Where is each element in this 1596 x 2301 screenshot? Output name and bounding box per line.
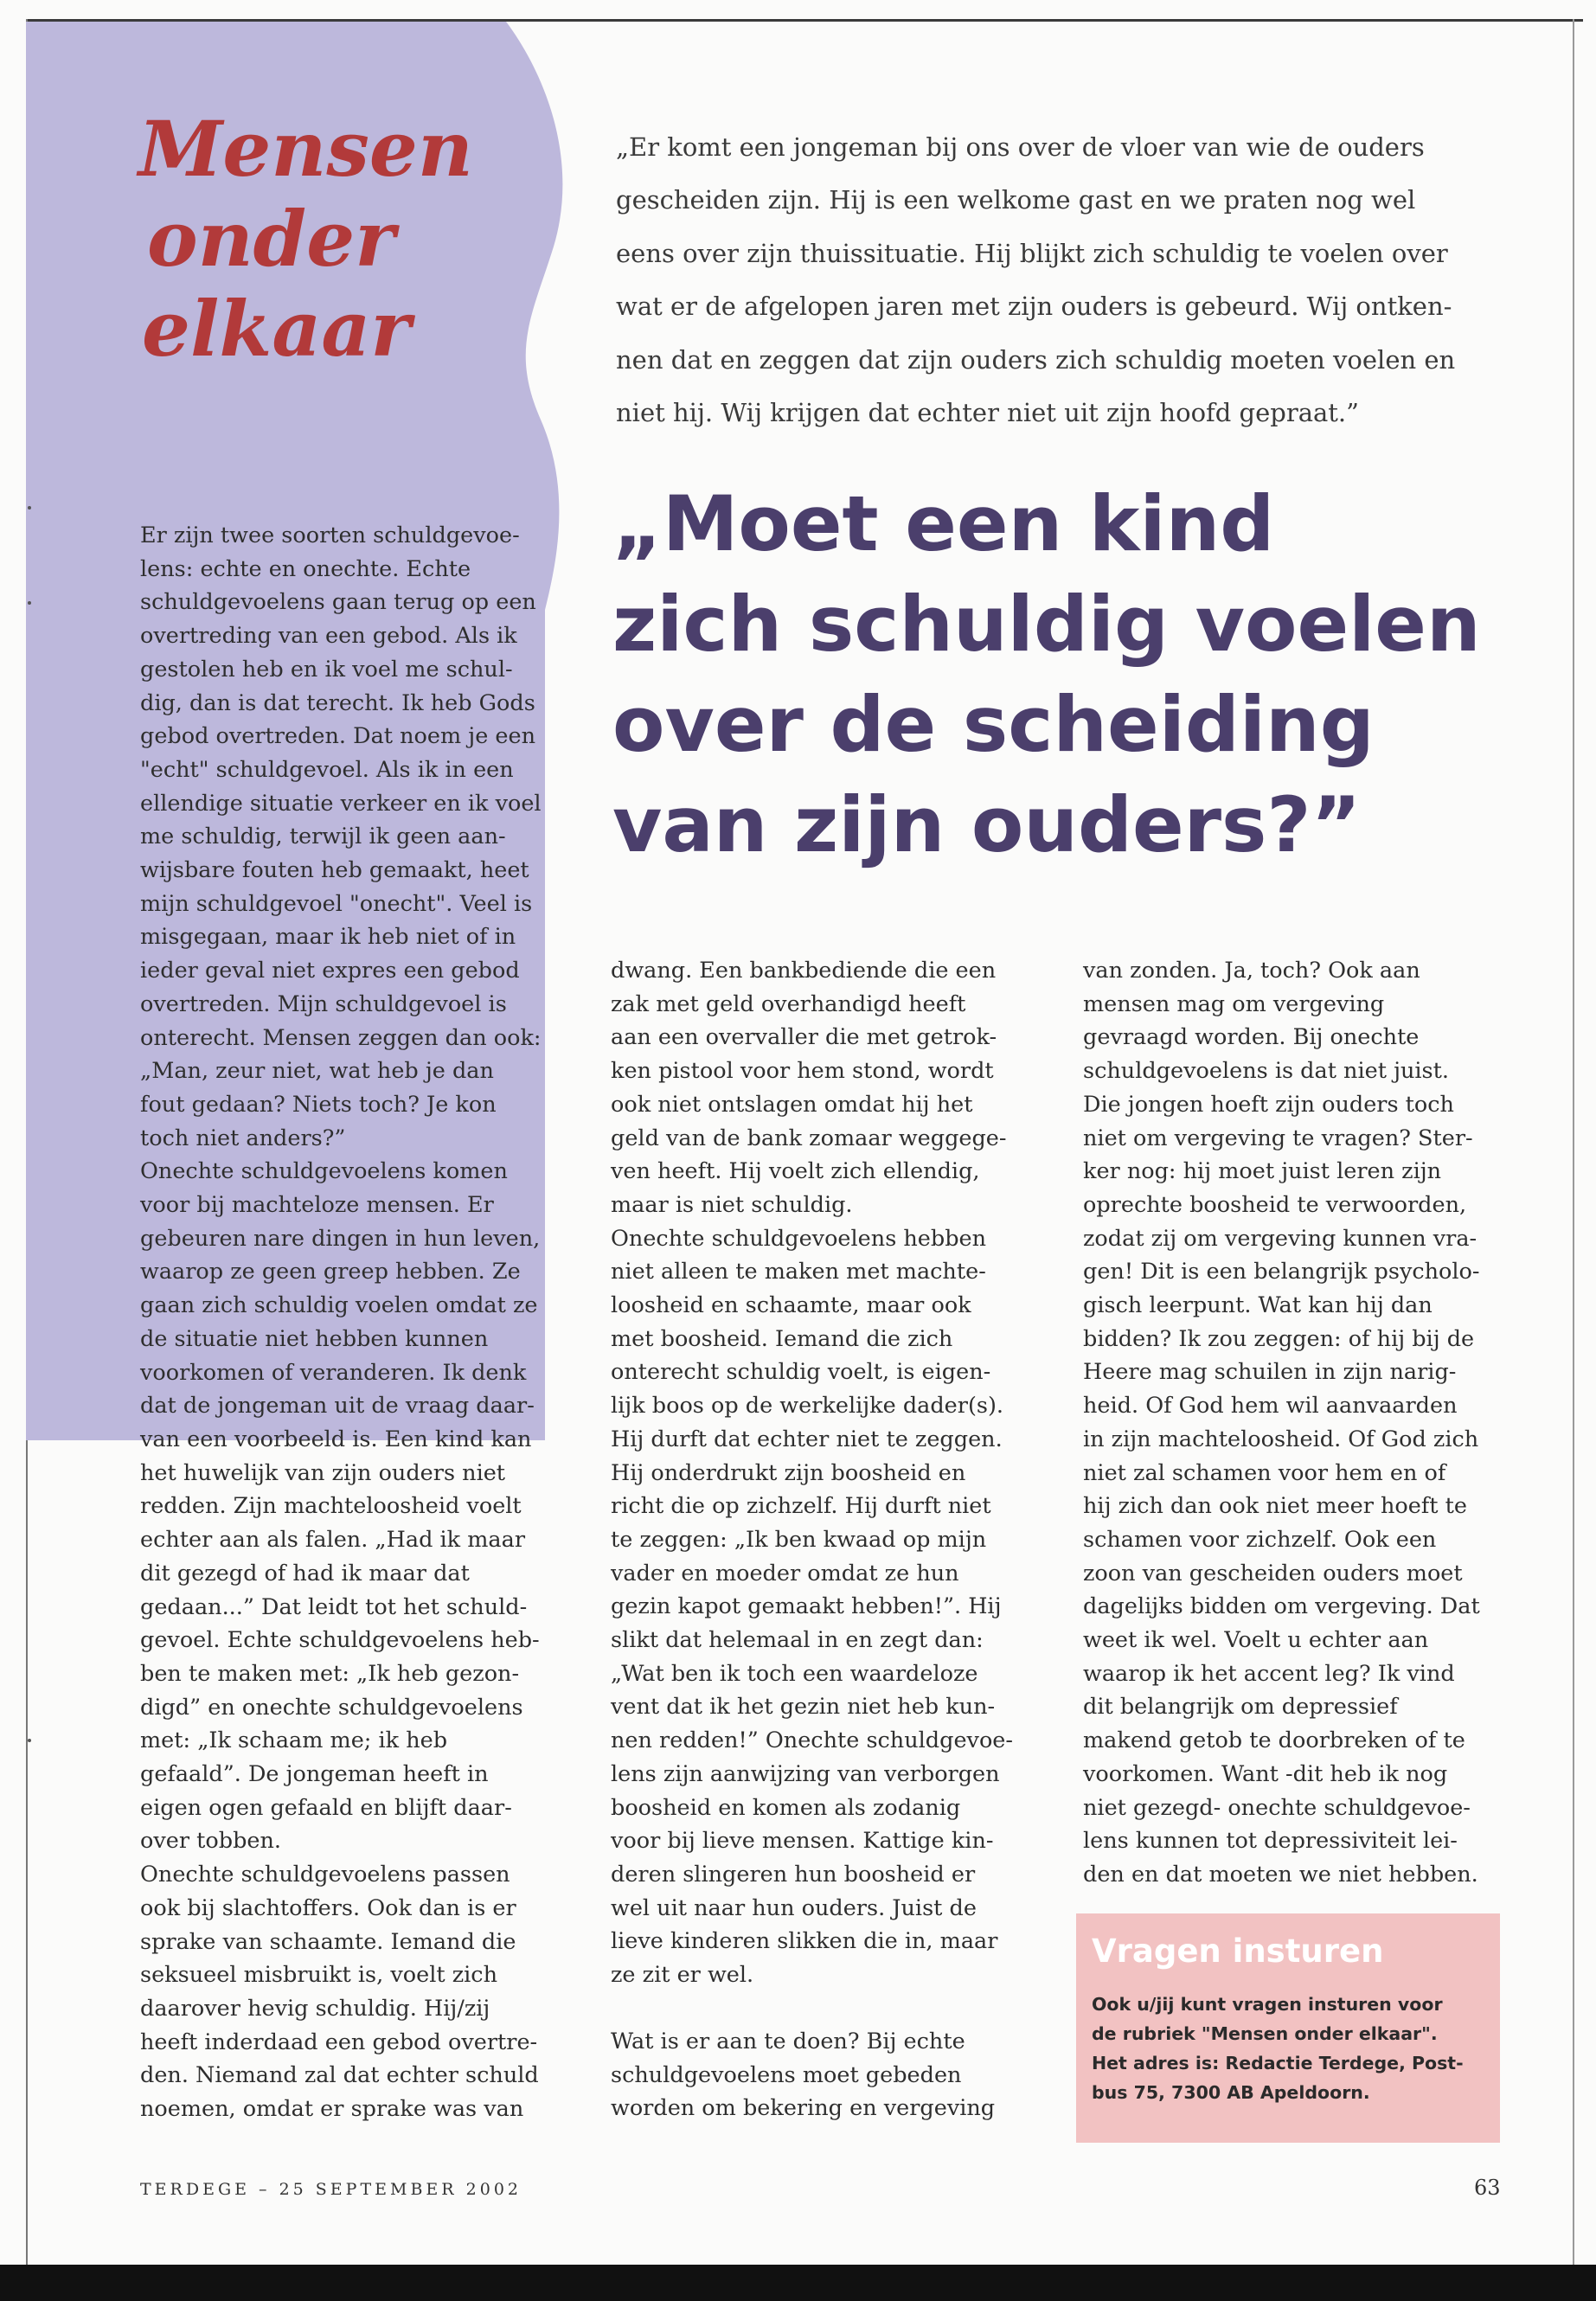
body-line: redden. Zijn machteloosheid voelt: [140, 1493, 522, 1520]
right-border: [1573, 19, 1574, 2285]
body-line: ook bij slachtoffers. Ook dan is er: [140, 1894, 516, 1921]
body-line: ben te maken met: „Ik heb gezon-: [140, 1660, 520, 1687]
headline: [612, 474, 1564, 875]
body-line: gedaan...” Dat leidt tot het schuld-: [140, 1593, 528, 1620]
intro-line: wat er de afgelopen jaren met zijn ouders is gebeurd. Wij ontken-: [616, 292, 1452, 322]
body-line: gebeuren nare dingen in hun leven,: [140, 1225, 541, 1252]
body-line: lieve kinderen slikken die in, maar: [611, 1928, 998, 1955]
section-title-line: onder: [147, 194, 395, 284]
body-line: van zonden. Ja, toch? Ook aan: [1083, 958, 1420, 984]
body-line: gevoel. Echte schuldgevoelens heb-: [140, 1627, 540, 1654]
body-line: digd” en onechte schuldgevoelens: [140, 1694, 523, 1721]
body-line: lens zijn aanwijzing van verborgen: [611, 1760, 1000, 1787]
body-line: deren slingeren hun boosheid er: [611, 1861, 976, 1888]
scan-speck: [28, 601, 31, 605]
box-line: bus 75, 7300 AB Apeldoorn.: [1092, 2082, 1370, 2103]
scan-speck: [28, 506, 31, 510]
body-line: Onechte schuldgevoelens passen: [140, 1862, 510, 1888]
body-line: van een voorbeeld is. Een kind kan: [140, 1426, 532, 1452]
body-line: heid. Of God hem wil aanvaarden: [1083, 1393, 1458, 1420]
box-title: Vragen insturen: [1092, 1932, 1384, 1970]
box-line: Het adres is: Redactie Terdege, Post-: [1092, 2053, 1464, 2073]
body-line: Onechte schuldgevoelens hebben: [611, 1225, 987, 1252]
body-line: schuldgevoelens is dat niet juist.: [1083, 1058, 1449, 1085]
body-line: nen redden!” Onechte schuldgevoe-: [611, 1727, 1014, 1754]
intro-line: gescheiden zijn. Hij is een welkome gast en we praten nog wel: [616, 185, 1416, 215]
body-line: Heere mag schuilen in zijn narig-: [1083, 1359, 1457, 1386]
body-line: gisch leerpunt. Wat kan hij dan: [1083, 1292, 1433, 1319]
body-line: dagelijks bidden om vergeving. Dat: [1083, 1593, 1480, 1620]
body-line: gaan zich schuldig voelen omdat ze: [140, 1292, 538, 1319]
body-line: lens kunnen tot depressiviteit lei-: [1083, 1828, 1458, 1855]
body-line: ellendige situatie verkeer en ik voel: [140, 790, 542, 817]
body-line: dit gezegd of had ik maar dat: [140, 1560, 470, 1586]
body-line: waarop ik het accent leg? Ik vind: [1083, 1660, 1455, 1687]
body-line: voorkomen of veranderen. Ik denk: [140, 1359, 527, 1386]
body-line: met: „Ik schaam me; ik heb: [140, 1727, 448, 1754]
headline-line: over de scheiding: [612, 680, 1375, 769]
body-line: onterecht. Mensen zeggen dan ook:: [140, 1024, 542, 1051]
body-line: Wat is er aan te doen? Bij echte: [611, 2028, 965, 2054]
body-line: schuldgevoelens gaan terug op een: [140, 589, 536, 616]
body-line: overtreding van een gebod. Als ik: [140, 623, 517, 650]
body-line: ker nog: hij moet juist leren zijn: [1083, 1158, 1442, 1185]
body-line: „Wat ben ik toch een waardeloze: [611, 1660, 978, 1687]
body-line: lijk boos op de werkelijke dader(s).: [611, 1393, 1004, 1420]
body-line: Die jongen hoeft zijn ouders toch: [1083, 1091, 1454, 1118]
body-line: fout gedaan? Niets toch? Je kon: [140, 1091, 497, 1118]
body-line: het huwelijk van zijn ouders niet: [140, 1459, 506, 1486]
body-line: me schuldig, terwijl ik geen aan-: [140, 824, 506, 850]
body-line: voor bij machteloze mensen. Er: [140, 1192, 494, 1219]
body-line: Hij durft dat echter niet te zeggen.: [611, 1426, 1003, 1452]
headline-line: „Moet een kind: [612, 479, 1275, 568]
body-line: in zijn machteloosheid. Of God zich: [1083, 1426, 1479, 1452]
body-line: bidden? Ik zou zeggen: of hij bij de: [1083, 1325, 1475, 1352]
section-title-line: Mensen: [138, 104, 473, 194]
body-line: richt die op zichzelf. Hij durft niet: [611, 1493, 991, 1520]
body-line: voorkomen. Want -dit heb ik nog: [1083, 1760, 1448, 1787]
body-line: dwang. Een bankbediende die een: [611, 958, 997, 984]
body-line: niet zal schamen voor hem en of: [1083, 1459, 1446, 1486]
body-line: sprake van schaamte. Iemand die: [140, 1928, 516, 1955]
body-line: geld van de bank zomaar weggege-: [611, 1125, 1007, 1151]
body-line: ven heeft. Hij voelt zich ellendig,: [611, 1158, 980, 1185]
body-line: echter aan als falen. „Had ik maar: [140, 1527, 526, 1554]
body-line: wel uit naar hun ouders. Juist de: [611, 1894, 977, 1921]
body-line: gefaald”. De jongeman heeft in: [140, 1761, 489, 1788]
body-line: met boosheid. Iemand die zich: [611, 1325, 953, 1352]
body-line: lens: echte en onechte. Echte: [140, 555, 471, 582]
intro-line: nen dat en zeggen dat zijn ouders zich schuldig moeten voelen en: [616, 344, 1456, 375]
body-line: dig, dan is dat terecht. Ik heb Gods: [140, 689, 535, 716]
body-line: Hij onderdrukt zijn boosheid en: [611, 1459, 966, 1486]
body-line: niet om vergeving te vragen? Ster-: [1083, 1125, 1473, 1151]
scan-speck: [28, 1739, 31, 1742]
body-line: den. Niemand zal dat echter schuld: [140, 2062, 539, 2089]
box-body: [1092, 1990, 1498, 2107]
body-line: overtreden. Mijn schuldgevoel is: [140, 990, 507, 1017]
body-column-2: [611, 954, 1035, 2125]
body-line: gen! Dit is een belangrijk psycholo-: [1083, 1259, 1480, 1285]
body-line: gestolen heb en ik voel me schul-: [140, 656, 513, 683]
body-line: eigen ogen gefaald en blijft daar-: [140, 1794, 512, 1821]
body-line: „Man, zeur niet, wat heb je dan: [140, 1058, 494, 1085]
body-line: voor bij lieve mensen. Kattige kin-: [611, 1828, 994, 1855]
body-line: misgegaan, maar ik heb niet of in: [140, 924, 516, 951]
headline-line: van zijn ouders?”: [612, 780, 1362, 869]
body-line: zoon van gescheiden ouders moet: [1083, 1560, 1463, 1586]
page-number: 63: [1474, 2176, 1501, 2200]
body-line: dat de jongeman uit de vraag daar-: [140, 1393, 535, 1420]
paragraph-gap: [611, 1992, 1035, 2025]
body-line: hij zich dan ook niet meer hoeft te: [1083, 1493, 1467, 1520]
intro-quote: [616, 121, 1533, 439]
body-line: toch niet anders?”: [140, 1125, 346, 1151]
body-line: schamen voor zichzelf. Ook een: [1083, 1526, 1437, 1553]
body-line: niet alleen te maken met machte-: [611, 1259, 986, 1285]
body-line: over tobben.: [140, 1828, 282, 1855]
section-title-line: elkaar: [142, 284, 411, 374]
body-line: vader en moeder omdat ze hun: [611, 1560, 959, 1586]
body-line: ze zit er wel.: [611, 1962, 754, 1989]
body-line: te zeggen: „Ik ben kwaad op mijn: [611, 1526, 987, 1553]
intro-line: eens over zijn thuissituatie. Hij blijkt zich schuldig te voelen over: [616, 238, 1448, 268]
body-line: loosheid en schaamte, maar ook: [611, 1292, 971, 1319]
body-line: gebod overtreden. Dat noem je een: [140, 723, 535, 750]
body-line: weet ik wel. Voelt u echter aan: [1083, 1627, 1429, 1654]
body-line: mensen mag om vergeving: [1083, 990, 1385, 1017]
body-line: maar is niet schuldig.: [611, 1191, 853, 1218]
body-line: vent dat ik het gezin niet heb kun-: [611, 1694, 996, 1721]
intro-line: „Er komt een jongeman bij ons over de vloer van wie de ouders: [616, 132, 1425, 162]
box-line: Ook u/jij kunt vragen insturen voor: [1092, 1994, 1443, 2015]
body-line: ken pistool voor hem stond, wordt: [611, 1058, 994, 1085]
bottom-border: [0, 2265, 1596, 2301]
body-line: gevraagd worden. Bij onechte: [1083, 1024, 1420, 1051]
body-line: slikt dat helemaal in en zegt dan:: [611, 1627, 984, 1654]
body-line: boosheid en komen als zodanig: [611, 1794, 961, 1821]
body-line: Er zijn twee soorten schuldgevoe-: [140, 522, 520, 548]
box-line: de rubriek "Mensen onder elkaar".: [1092, 2023, 1438, 2044]
body-line: ieder geval niet expres een gebod: [140, 958, 520, 984]
body-line: niet gezegd- onechte schuldgevoe-: [1083, 1794, 1471, 1821]
body-column-3: [1083, 954, 1507, 1892]
body-line: Onechte schuldgevoelens komen: [140, 1158, 508, 1185]
body-line: de situatie niet hebben kunnen: [140, 1325, 489, 1352]
body-column-1: [140, 519, 564, 2126]
body-line: dit belangrijk om depressief: [1083, 1694, 1398, 1721]
body-line: den en dat moeten we niet hebben.: [1083, 1861, 1478, 1888]
body-line: makend getob te doorbreken of te: [1083, 1727, 1465, 1754]
body-line: heeft inderdaad een gebod overtre-: [140, 2029, 538, 2055]
body-line: mijn schuldgevoel "onecht". Veel is: [140, 890, 533, 917]
intro-line: niet hij. Wij krijgen dat echter niet uit zijn hoofd gepraat.”: [616, 398, 1359, 428]
body-line: "echt" schuldgevoel. Als ik in een: [140, 756, 514, 783]
section-title: [138, 104, 536, 374]
body-line: waarop ze geen greep hebben. Ze: [140, 1259, 521, 1285]
body-line: wijsbare fouten heb gemaakt, heet: [140, 857, 529, 884]
body-line: zak met geld overhandigd heeft: [611, 990, 966, 1017]
body-line: schuldgevoelens moet gebeden: [611, 2061, 962, 2088]
footer-publication: TERDEGE – 25 SEPTEMBER 2002: [140, 2180, 522, 2199]
body-line: aan een overvaller die met getrok-: [611, 1024, 997, 1051]
body-line: oprechte boosheid te verwoorden,: [1083, 1191, 1467, 1218]
body-line: daarover hevig schuldig. Hij/zij: [140, 1995, 490, 2022]
body-line: ook niet ontslagen omdat hij het: [611, 1091, 973, 1118]
body-line: gezin kapot gemaakt hebben!”. Hij: [611, 1593, 1002, 1620]
body-line: seksueel misbruikt is, voelt zich: [140, 1962, 498, 1989]
submit-questions-box: [1076, 1913, 1500, 2143]
body-line: noemen, omdat er sprake was van: [140, 2096, 524, 2123]
headline-line: zich schuldig voelen: [612, 580, 1481, 669]
body-line: onterecht schuldig voelt, is eigen-: [611, 1359, 991, 1386]
body-line: zodat zij om vergeving kunnen vra-: [1083, 1225, 1477, 1252]
body-line: worden om bekering en vergeving: [611, 2095, 996, 2122]
